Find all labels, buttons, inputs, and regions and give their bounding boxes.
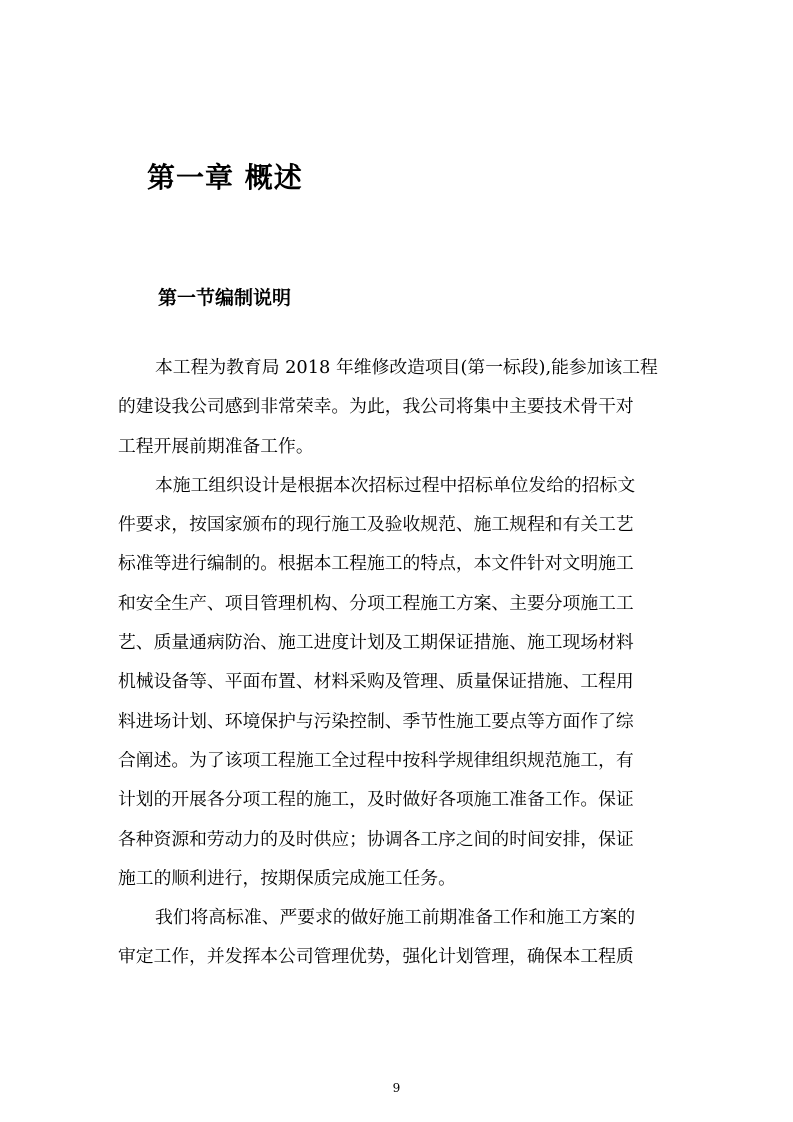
text-line: 合阐述。为了该项工程施工全过程中按科学规律组织规范施工，有 (118, 749, 634, 771)
page-number: 9 (392, 1081, 401, 1095)
text-line: 审定工作，并发挥本公司管理优势，强化计划管理，确保本工程质 (118, 946, 634, 968)
text-line: 艺、质量通病防治、施工进度计划及工期保证措施、施工现场材料 (118, 632, 634, 654)
text-line: 本工程为教育局 2018 年维修改造项目(第一标段),能参加该工程 (155, 357, 658, 378)
text-line: 标准等进行编制的。根据本工程施工的特点，本文件针对文明施工 (118, 553, 634, 575)
text-line: 本施工组织设计是根据本次招标过程中招标单位发给的招标文 (155, 474, 636, 496)
text-line: 施工的顺利进行，按期保质完成施工任务。 (118, 867, 456, 889)
text-line: 件要求，按国家颁布的现行施工及验收规范、施工规程和有关工艺 (118, 514, 634, 536)
section-title: 第一节编制说明 (158, 287, 292, 309)
paragraph-commitment (118, 902, 678, 981)
text-line: 和安全生产、项目管理机构、分项工程施工方案、主要分项施工工 (118, 592, 634, 614)
body-text (118, 352, 678, 981)
text-line: 料进场计划、环境保护与污染控制、季节性施工要点等方面作了综 (118, 710, 634, 732)
text-line: 工程开展前期准备工作。 (118, 435, 314, 457)
text-line: 计划的开展各分项工程的施工，及时做好各项施工准备工作。保证 (118, 789, 634, 811)
text-line: 机械设备等、平面布置、材料采购及管理、质量保证措施、工程用 (118, 671, 634, 693)
chapter-title: 第一章 概述 (147, 161, 303, 194)
text-line: 各种资源和劳动力的及时供应；协调各工序之间的时间安排，保证 (118, 828, 634, 850)
paragraph-design-basis (118, 470, 678, 902)
paragraph-project-intro (118, 352, 678, 470)
text-line: 的建设我公司感到非常荣幸。为此，我公司将集中主要技术骨干对 (118, 396, 634, 418)
text-line: 我们将高标准、严要求的做好施工前期准备工作和施工方案的 (155, 907, 636, 929)
